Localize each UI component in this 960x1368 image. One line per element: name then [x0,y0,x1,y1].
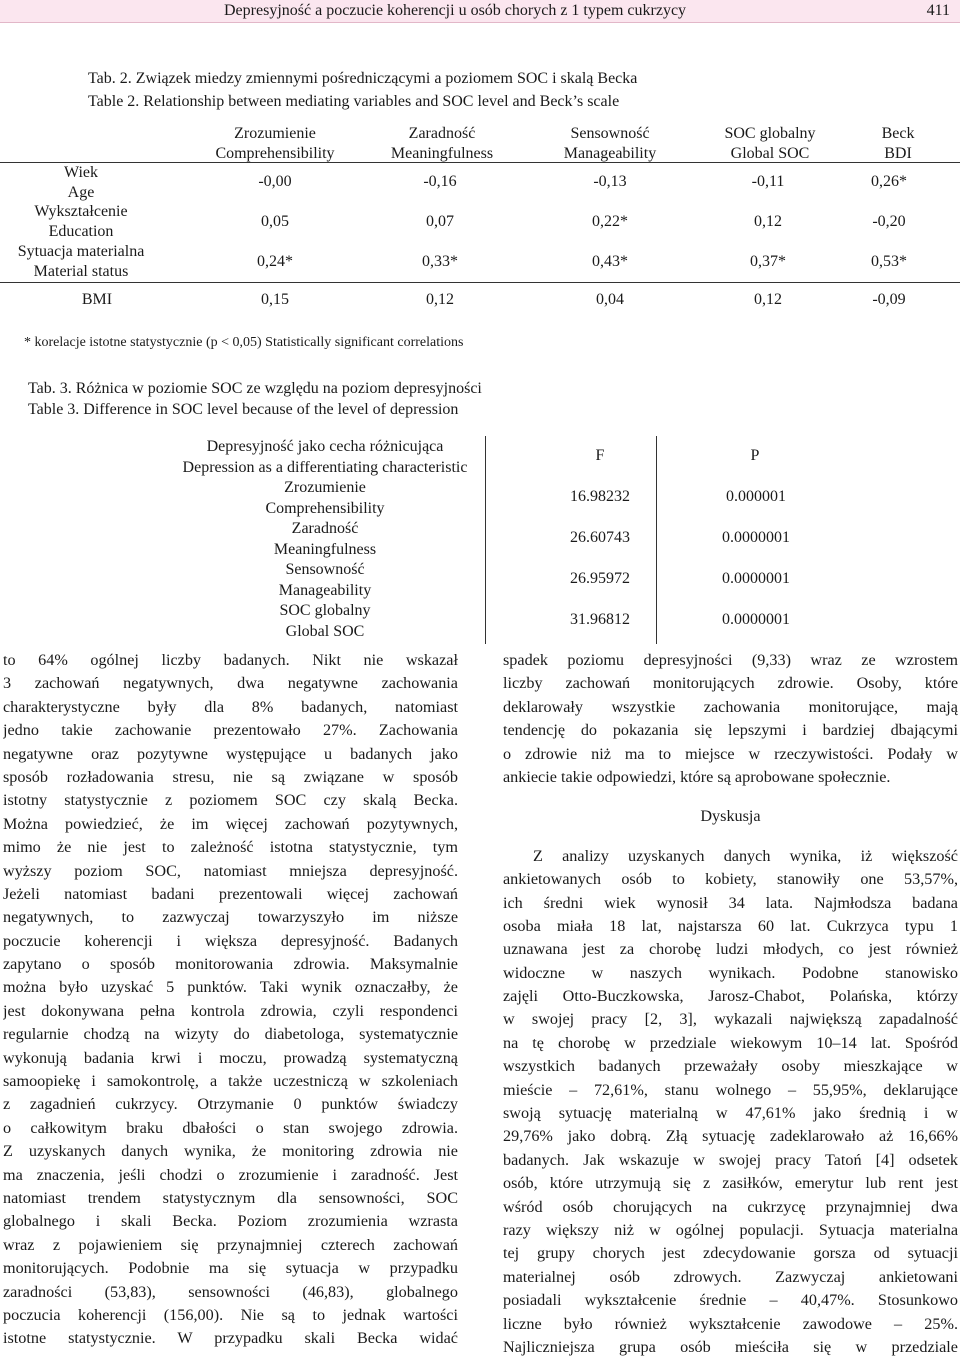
table3-row-label [165,559,485,601]
table3-header-label [165,436,485,478]
text-line: Można powiedzieć, że im więcej zachowań pozytywnych, [3,814,458,833]
row-label-pl: Wiek [63,164,98,181]
table2-cell: -0,09 [872,291,906,308]
table3-row-pl: SOC globalny [279,602,371,619]
row-label-en: Education [48,223,114,240]
table2-col-header-pl: Zaradność [408,125,476,142]
table2-cell: 0,15 [261,291,289,308]
text-line: liczby zachowań monitorujących zdrowie. Osoby, które [503,674,958,693]
table2-cell: 0,37* [750,253,786,270]
table2-col-header-en: Global SOC [730,145,810,162]
text-line: wykonują badania krwi i moczu, prowadzą systematyczną [3,1048,458,1067]
table2-cell: 0,04 [596,291,624,308]
table3-caption-en: Table 3. Difference in SOC level because of the level of depression [28,401,459,418]
text-line: mieście – 72,61%, stanu wolnego – 55,95%, deklarujące [503,1080,958,1099]
table3-header-f: F [595,447,605,464]
table3-row-en: Global SOC [285,623,365,640]
table2-col-header-en: BDI [884,145,912,162]
row-label-pl: BMI [81,291,113,308]
table2-col-header-pl: SOC globalny [724,125,816,142]
text-line: 29,76% jako dobrą. Złą sytuację zadeklarowało aż 16,66% [503,1127,958,1146]
table3-p-value: 0.0000001 [722,529,790,546]
text-line: zapytano o sposób monitorowania zdrowia. Maksymalnie [3,955,458,974]
text-line: mimo że nie jest to zależność istotna statystycznie, tym [3,838,458,857]
row-label-pl: Sytuacja materialna [17,243,145,260]
text-line: monitorujących. Podobnie ma się sytuacja w przypadku [3,1259,458,1278]
text-line: samoopiekę i samokontrolę, a także uczestniczą w szkoleniach [3,1072,458,1091]
text-line: poczucia koherencji (156,00). Nie są to jednak wartości [3,1305,458,1324]
table2-cell: 0,33* [422,253,458,270]
text-line: ankiecie takie odpowiedzi, które są aprobowane społecznie. [503,767,891,786]
table3-p-value: 0.0000001 [722,570,790,587]
table2-cell: 0,12 [754,291,782,308]
table2-cell: 0,43* [592,253,628,270]
row-label-en: Material status [33,263,129,280]
text-line: ankietowanych osób to kobiety, stanowiły one 53,57%, [503,870,958,889]
text-line: zajęli Otto-Buczkowska, Jarosz-Chabot, Polańska, którzy [503,987,958,1006]
text-line: jedno takie zachowanie prezentowało 27%. Zachowania [3,721,458,740]
text-line: zaradności (53,83), sensowności (46,83), globalnego [3,1282,458,1301]
text-line: Z analizy uzyskanych danych wynika, iż większość [533,846,958,865]
table2-cell: 0,24* [257,253,293,270]
page-number: 411 [926,2,950,19]
text-line: na tę chorobę w przedziale wiekowym 10–14 lat. Spośród [503,1033,958,1052]
table3-row-pl: Zaradność [291,520,359,537]
table3-row-pl: Sensowność [285,561,365,578]
text-line: sposób rozładowania stresu, nie są związane w sposób [3,767,458,786]
text-line: wyższy poziom SOC, natomiast mniejsza depresyjność. [3,861,458,880]
text-line: poczucie koherencji i większa depresyjność. Badanych [3,931,458,950]
text-line: regularnie chodzą na wizyty do diabetologa, systematycznie [3,1025,458,1044]
table2-cell: 0,26* [871,173,907,190]
text-line: swoją sytuację materialną w 47,61% jako średnią i w [503,1104,958,1123]
table3-row-label [165,600,485,642]
text-line: Z uzyskanych danych wynika, że monitoring zdrowia nie [3,1142,458,1161]
running-title: Depresyjność a poczucie koherencji u osób chorych z 1 typem cukrzycy [224,2,687,19]
table3-row-label [165,518,485,560]
table3-row-en: Manageability [278,582,372,599]
text-line: charakterystyczne były dla 8% badanych, natomiast [3,697,458,716]
text-line: 3 zachowań negatywnych, dwa negatywne zachowania [3,674,458,693]
text-line: ich średni wiek wynosił 34 lata. Najmłodsza badana [503,893,958,912]
table3-f-value: 26.95972 [570,570,630,587]
left-text-column [3,649,458,1351]
table2-col-header-pl: Zrozumienie [234,125,316,142]
text-line: tej grupy chorych jest zdecydowanie gorsza od sytuacji [503,1244,958,1263]
text-line: Najliczniejsza grupa osób mieściła się w przedziale [503,1337,958,1356]
table2-caption-en: Table 2. Relationship between mediating variables and SOC level and Beck’s scale [88,93,620,110]
text-line: wśród osób chorujących na cukrzycę przynajmniej dwa [503,1197,958,1216]
text-line: uznawana jest za chorobę ludzi młodych, co jest również [503,940,958,959]
text-line: globalnego i skali Becka. Poziom zrozumienia wzrasta [3,1212,458,1231]
table3-header-pl: Depresyjność jako cecha różnicująca [206,438,444,455]
table2-col-header-pl: Beck [881,125,915,142]
text-line: jest dokonywana pełna kontrola zdrowia, czyli respondenci [3,1001,458,1020]
text-line: deklarowały wszystkie zachowania monitorujące, mają [503,697,958,716]
text-line: osób, które utrzymują się z zasiłków, emerytur lub rent jest [503,1174,958,1193]
table3-p-value: 0.0000001 [722,611,790,628]
row-label-pl: Wykształcenie [34,203,128,220]
table3-f-value: 31.96812 [570,611,630,628]
table2-footnote: * korelacje istotne statystycznie (p < 0,05) Statistically significant correlations [24,335,464,350]
text-line: liczne było również wykształcenie zawodowe – 25%. [503,1314,958,1333]
table2-cell: -0,00 [258,173,292,190]
table2-cell: -0,13 [593,173,627,190]
text-line: Jeżeli natomiast badani prezentowali więcej zachowań [3,884,458,903]
table3-p-value: 0.000001 [726,488,786,505]
text-line: wszystkich badanych przeważały osoby mieszkające w [503,1057,958,1076]
table2-cell: -0,20 [872,213,906,230]
text-line: materialnej osób zdrowych. Zazwyczaj ankietowani [503,1267,958,1286]
spacer [503,789,958,805]
table2-col-header-en: Comprehensibility [215,145,335,162]
text-line: istotny statystycznie z poziomem SOC czy skalą Becka. [3,791,458,810]
table2-col-header-en: Manageability [563,145,657,162]
text-line: w swojej pracy [2, 3], wykazali największą zapadalność [503,1010,958,1029]
table2-cell: -0,11 [751,173,785,190]
text-line: widoczne w naszych wynikach. Podobne stanowisko [503,963,958,982]
table2-cell: 0,12 [754,213,782,230]
table2-cell: 0,53* [871,253,907,270]
text-line: to 64% ogólnej liczby badanych. Nikt nie wskazał [3,651,458,669]
text-line: posiadali wykształcenie średnie – 40,47%. Stosunkowo [503,1291,958,1310]
spacer [503,829,958,845]
text-line: tendencję do pokazania się lepszymi i bardziej dbającymi [503,721,958,740]
text-line: ma znaczenia, jeśli chodzi o zrozumienie i zaradność. Jest [3,1165,458,1184]
text-line: istotne statystycznie. W przypadku skali Becka widać [3,1329,458,1348]
table2-cell: 0,12 [426,291,454,308]
table2-cell: 0,22* [592,213,628,230]
table2-cell: 0,07 [426,213,454,230]
text-line: negatywnych, to zazwyczaj towarzyszyło im niższe [3,908,458,927]
table3-header-en: Depression as a differentiating characteristic [182,459,468,476]
right-text-column [503,649,958,1359]
text-line: wraz z pojawieniem się przynajmniej czterech zachowań [3,1235,458,1254]
text-line: o zdrowie niż ma to miejsce w rzeczywistości. Podały w [503,744,958,763]
text-line: natomiast trendem statystycznym dla sensowności, SOC [3,1188,458,1207]
text-line: o całkowitym braku dbałości o stan swojego zdrowia. [3,1118,458,1137]
text-line: negatywne oraz pozytywne występujące u badanych jako [3,744,458,763]
table3-caption-pl: Tab. 3. Różnica w poziomie SOC ze względu na poziom depresyjności [28,380,482,397]
table3-header-p: P [750,447,760,464]
table3-row-en: Meaningfulness [273,541,377,558]
table2-col-header-pl: Sensowność [570,125,650,142]
row-label-en: Age [67,184,95,201]
text-line: spadek poziomu depresyjności (9,33) wraz ze wzrostem [503,651,958,669]
table3-row-pl: Zrozumienie [284,479,366,496]
table2-col-header-en: Meaningfulness [390,145,494,162]
table2-cell: 0,05 [261,213,289,230]
table3-row-label [165,477,485,519]
text-line: z zagadnień cukrzycy. Otrzymanie 0 punktów świadczy [3,1095,458,1114]
table3-f-value: 16.98232 [570,488,630,505]
table3-vrule [656,436,657,644]
section-heading: Dyskusja [700,807,761,826]
text-line: badanych. Jak wskazuje w swojej pracy Tatoń [4] odsetek [503,1150,958,1169]
text-line: razy większy niż w ogólnej populacji. Sytuacja materialna [503,1220,958,1239]
table3-vrule [485,436,486,644]
table2-cell: -0,16 [423,173,457,190]
text-line: można było uzyskać 5 punktów. Taki wynik oznaczałby, że [3,978,458,997]
table3-f-value: 26.60743 [570,529,630,546]
text-line: osoba miała 18 lat, najstarsza 60 lat. Cukrzyca typu 1 [503,916,958,935]
table2-caption-pl: Tab. 2. Związek miedzy zmiennymi pośredniczącymi a poziomem SOC i skalą Becka [88,70,638,87]
table3-row-en: Comprehensibility [265,500,385,517]
